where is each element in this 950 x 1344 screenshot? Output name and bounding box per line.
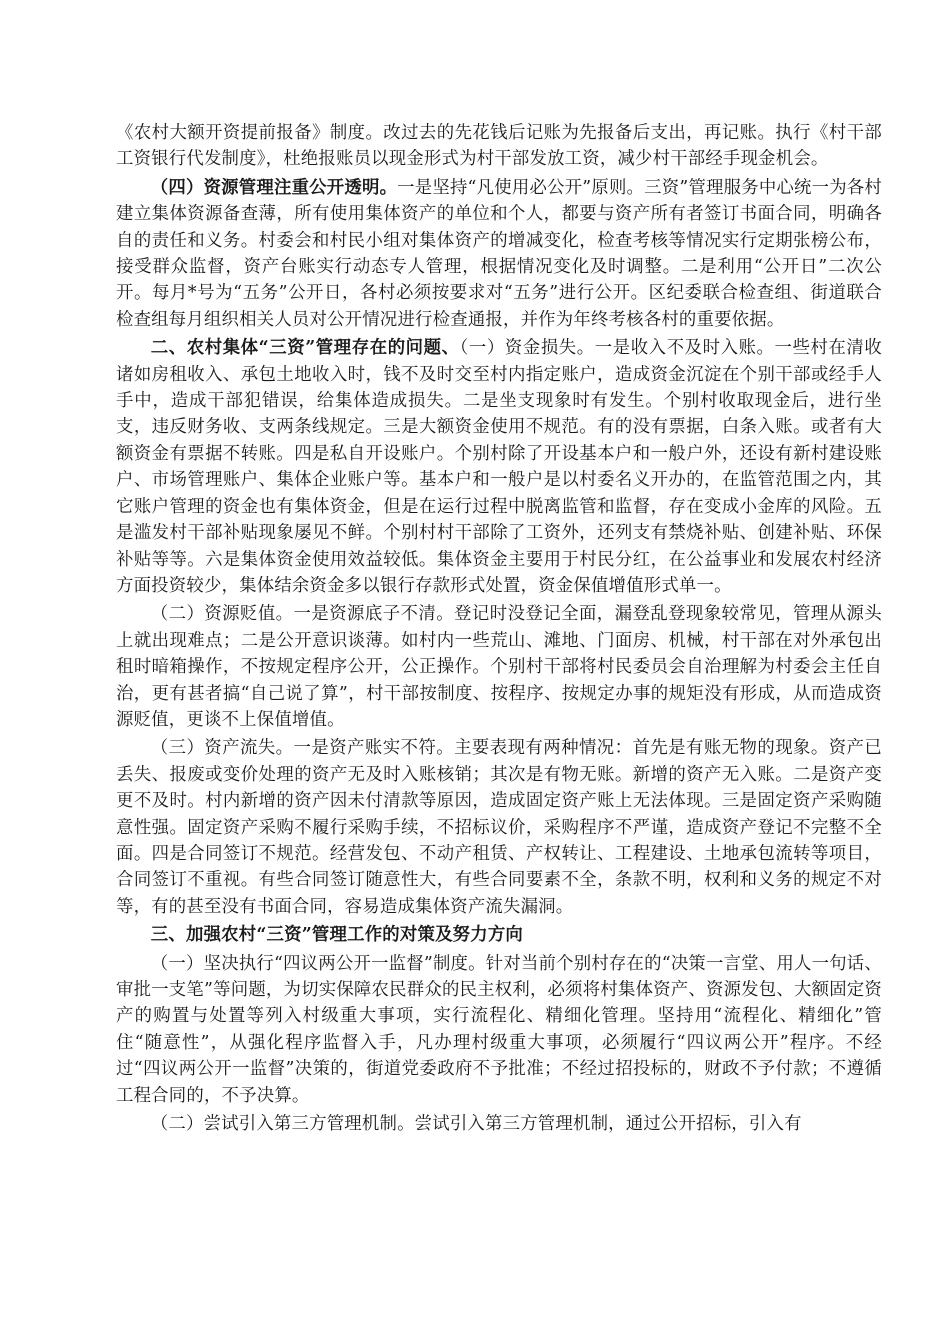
document-page (116, 120, 882, 1139)
section-heading-inline: 二、农村集体“三资”管理存在的问题、 (150, 338, 460, 359)
paragraph-resource-depreciation (116, 601, 882, 733)
section-heading-inline: （四）资源管理注重公开透明。 (150, 177, 398, 198)
paragraph-text: （三）资产流失。一是资产账实不符。主要表现有两种情况：首先是有账无物的现象。资产已丢失、报废或变价处理的资产无及时入账核销；其次是有物无账。新增的资产无入账。二是资产变更不及时。村内新增的资产因未付清款等原因，造成固定资产账上无法体现。三是固定资产采购随意性强。固定资产采购不履行采购手续，不招标议价，采购程序不严谨，造成资产登记不完整不全面。四是合同签订不规范。经营发包、不动产租赁、产权转让、工程建设、土地承包流转等项目，合同签订不重视。有些合同签订随意性大，有些合同要素不全，条款不明，权利和义务的规定不对等，有的甚至没有书面合同，容易造成集体资产流失漏洞。 (116, 738, 882, 917)
paragraph-four-discussions (116, 951, 882, 1109)
paragraph-text: （一）资金损失。一是收入不及时入账。一些村在清收诸如房租收入、承包土地收入时，钱不及时交至村内指定账户，造成资金沉淀在个别干部或经手人手中，造成干部犯错误，给集体造成损失。二是坐支现象时有发生。个别村收取现金后，进行坐支，违反财务收、支两条线规定。三是大额资金使用不规范。有的没有票据，白条入账。或者有大额资金有票据不转账。四是私自开设账户。个别村除了开设基本户和一般户外，还设有新村建设账户、市场管理账户、集体企业账户等。基本户和一般户是以村委名义开办的，在监管范围之内，其它账户管理的资金也有集体资金，但是在运行过程中脱离监管和监督，存在变成小金库的风险。五是滥发村干部补贴现象屡见不鲜。个别村村干部除了工资外，还列支有禁烧补贴、创建补贴、环保补贴等等。六是集体资金使用效益较低。集体资金主要用于村民分红，在公益事业和发展农村经济方面投资较少，集体结余资金多以银行存款形式处置，资金保值增值形式单一。 (116, 338, 882, 596)
paragraph-third-party (116, 1111, 882, 1137)
paragraph-asset-loss (116, 735, 882, 920)
paragraph-text: （一）坚决执行“四议两公开一监督”制度。针对当前个别村存在的“决策一言堂、用人一句话、审批一支笔”等问题，为切实保障农民群众的民主权利，必须将村集体资产、资源发包、大额固定资产的购置与处置等列入村级重大事项，实行流程化、精细化管理。坚持用“流程化、精细化”管住“随意性”，从强化程序监督入手，凡办理村级重大事项，必须履行“四议两公开”程序。不经过“四议两公开一监督”决策的，街道党委政府不予批准；不经过招投标的，财政不予付款；不遵循工程合同的，不予决算。 (116, 953, 882, 1106)
paragraph-text: （二）尝试引入第三方管理机制。尝试引入第三方管理机制，通过公开招标，引入有 (150, 1114, 802, 1135)
paragraph-resource-management (116, 175, 882, 333)
paragraph-rural-large-payment (116, 120, 882, 173)
section-heading-text: 三、加强农村“三资”管理工作的对策及努力方向 (150, 925, 524, 946)
paragraph-text: 一是坚持“凡使用必公开”原则。三资”管理服务中心统一为各村建立集体资源备查薄，所有使用集体资产的单位和个人，都要与资产所有者签订书面合同，明确各自的责任和义务。村委会和村民小组对集体资产的增减变化，检查考核等情况实行定期张榜公布，接受群众监督，资产台账实行动态专人管理，根据情况变化及时调整。二是利用“公开日”二次公开。每月*号为“五务”公开日，各村必须按要求对“五务”进行公开。区纪委联合检查组、街道联合检查组每月组织相关人员对公开情况进行检查通报，并作为年终考核各村的重要依据。 (116, 177, 882, 330)
paragraph-text: （二）资源贬值。一是资源底子不清。登记时没登记全面，漏登乱登现象较常见，管理从源头上就出现难点；二是公开意识谈薄。如村内一些荒山、滩地、门面房、机械，村干部在对外承包出租时暗箱操作，不按规定程序公开，公正操作。个别村干部将村民委员会自治理解为村委会主任自治，更有甚者搞“自己说了算”，村干部按制度、按程序、按规定办事的规矩没有形成，从而造成资源贬值，更谈不上保值增值。 (116, 604, 882, 730)
section-heading-countermeasures (116, 922, 882, 948)
paragraph-problems-funds (116, 335, 882, 599)
paragraph-text: 《农村大额开资提前报备》制度。改过去的先花钱后记账为先报备后支出，再记账。执行《村干部工资银行代发制度》，杜绝报账员以现金形式为村干部发放工资，减少村干部经手现金机会。 (116, 123, 882, 170)
